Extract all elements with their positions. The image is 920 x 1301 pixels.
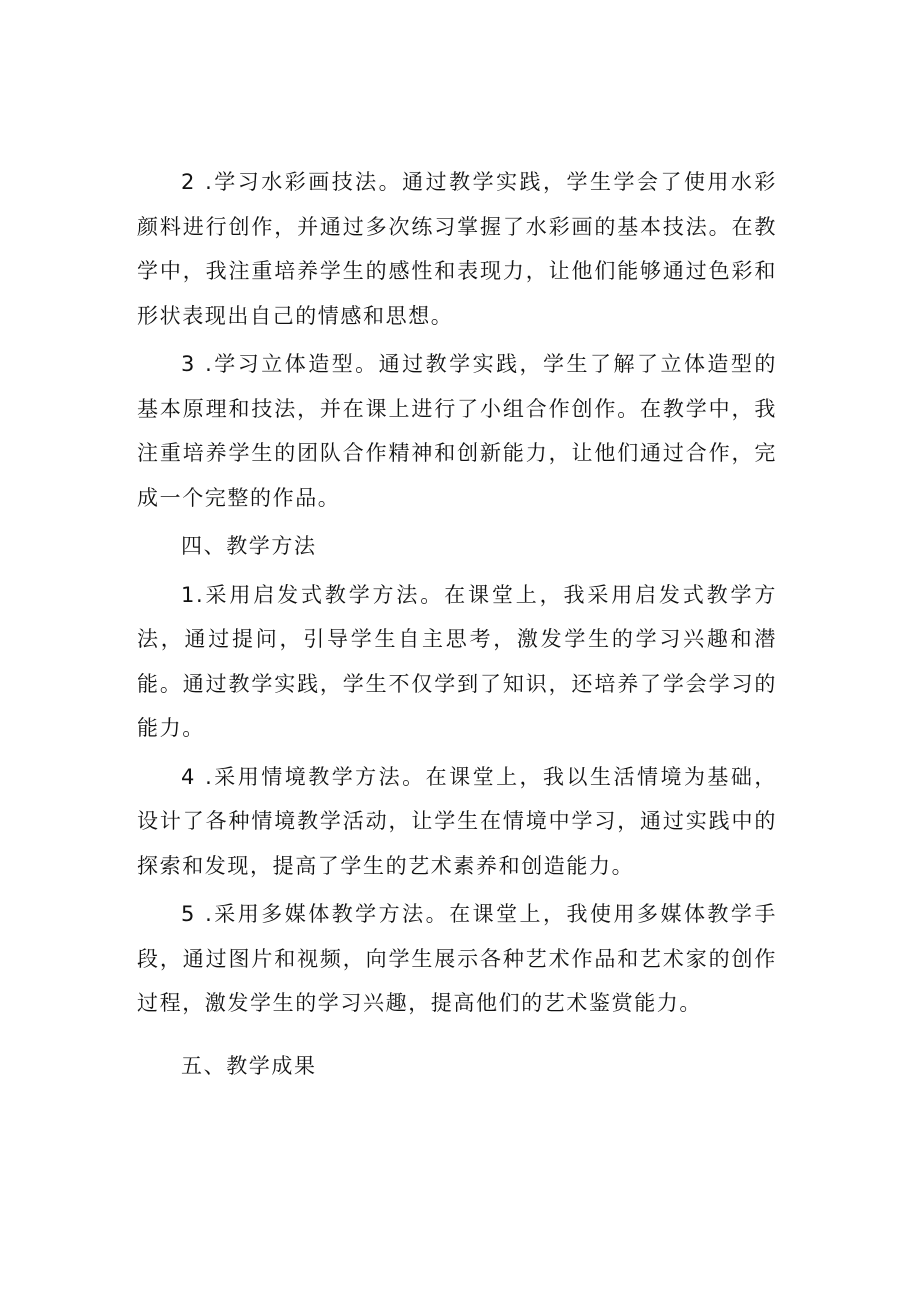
paragraph-multimedia-method: 5 .采用多媒体教学方法。在课堂上，我使用多媒体教学手段，通过图片和视频，向学生展示各种艺术作品和艺术家的创作过程，激发学生的学习兴趣，提高他们的艺术鉴赏能力。 <box>137 902 777 1015</box>
paragraph-heuristic-method: 1.采用启发式教学方法。在课堂上，我采用启发式教学方法，通过提问，引导学生自主思考，激发学生的学习兴趣和潜能。通过教学实践，学生不仅学到了知识，还培养了学会学习的能力。 <box>137 582 777 740</box>
paragraph-situational-method: 4 .采用情境教学方法。在课堂上，我以生活情境为基础，设计了各种情境教学活动，让学生在情境中学习，通过实践中的探索和发现，提高了学生的艺术素养和创造能力。 <box>137 764 777 878</box>
document-body <box>137 160 777 1088</box>
section-heading-teaching-methods: 四、教学方法 <box>181 534 317 558</box>
paragraph-watercolor: 2 .学习水彩画技法。通过教学实践，学生学会了使用水彩颜料进行创作，并通过多次练习掌握了水彩画的基本技法。在教学中，我注重培养学生的感性和表现力，让他们能够通过色彩和形状表现出自己的情感和思想。 <box>137 170 777 328</box>
section-heading-teaching-results: 五、教学成果 <box>181 1053 317 1078</box>
paragraph-3d-modeling: 3 .学习立体造型。通过教学实践，学生了解了立体造型的基本原理和技法，并在课上进行了小组合作创作。在教学中，我注重培养学生的团队合作精神和创新能力，让他们通过合作，完成一个完整的作品。 <box>137 352 777 510</box>
